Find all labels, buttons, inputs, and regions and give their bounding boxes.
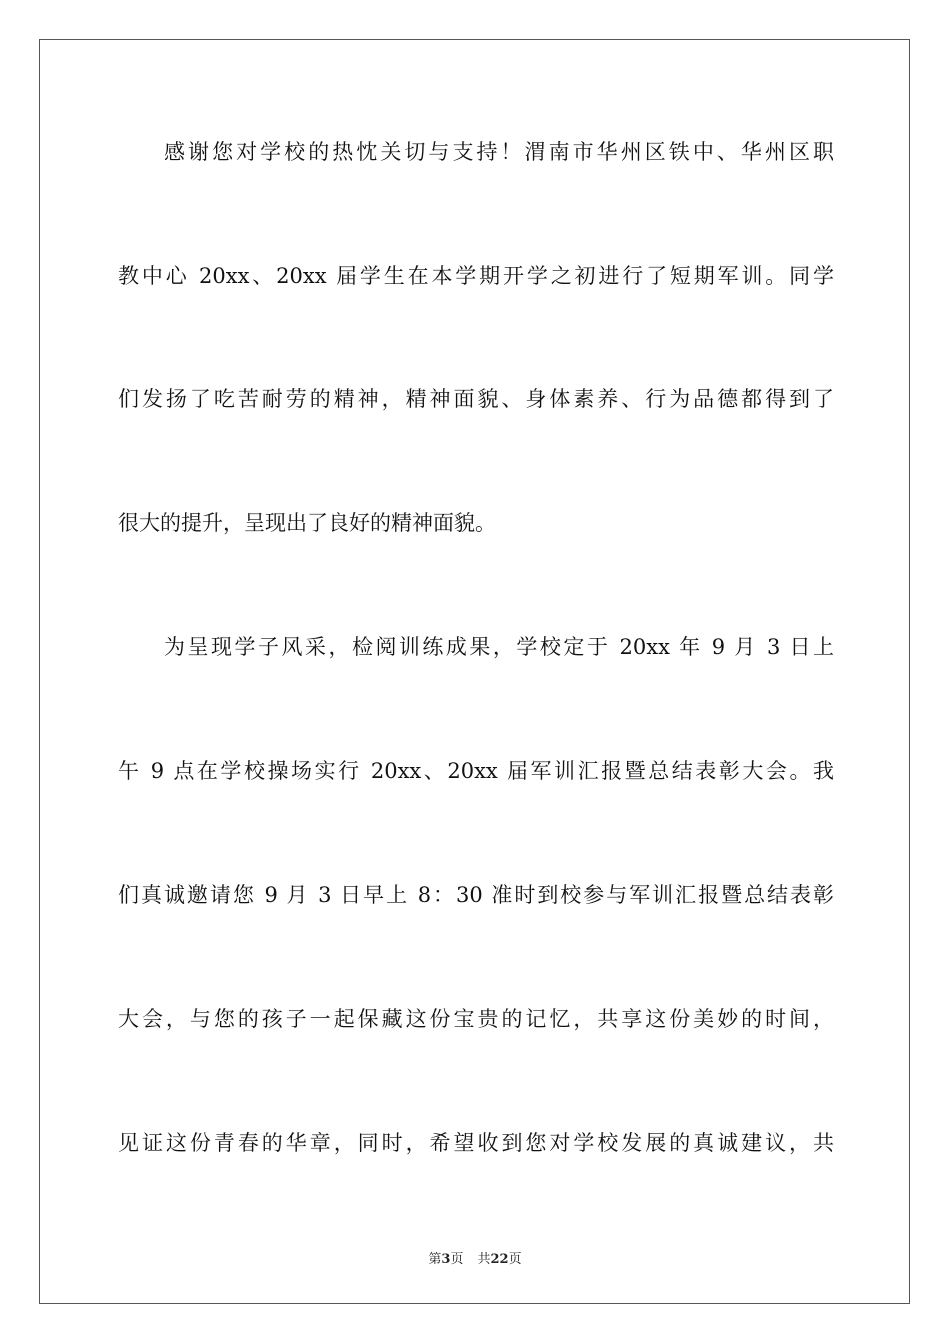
paragraph-1-line-3: 们发扬了吃苦耐劳的精神，精神面貌、身体素养、行为品德都得到了 [118,387,834,411]
page-suffix: 页 [450,1252,464,1267]
total-suffix: 页 [508,1252,522,1267]
paragraph-2-line-2: 午 9 点在学校操场实行 20xx、20xx 届军训汇报暨总结表彰大会。我 [118,759,834,783]
paragraph-2-line-4: 大会，与您的孩子一起保藏这份宝贵的记忆，共享这份美妙的时间， [118,1007,834,1031]
paragraph-2-line-5: 见证这份青春的华章，同时，希望收到您对学校发展的真诚建议，共 [118,1131,834,1155]
paragraph-1-line-2: 教中心 20xx、20xx 届学生在本学期开学之初进行了短期军训。同学 [118,264,834,288]
page-prefix: 第 [428,1252,442,1267]
paragraph-1-line-4: 很大的提升，呈现出了良好的精神面貌。 [118,511,496,535]
current-page-number: 3 [441,1252,451,1267]
page-footer [0,1248,950,1267]
paragraph-2-line-3: 们真诚邀请您 9 月 3 日早上 8：30 准时到校参与军训汇报暨总结表彰 [118,883,834,907]
total-pages-number: 22 [490,1252,509,1267]
total-prefix: 共 [477,1252,491,1267]
page-border [39,39,910,1304]
paragraph-2-line-1: 为呈现学子风采，检阅训练成果，学校定于 20xx 年 9 月 3 日上 [164,635,834,659]
paragraph-1-line-1: 感谢您对学校的热忱关切与支持！渭南市华州区铁中、华州区职 [164,140,834,164]
